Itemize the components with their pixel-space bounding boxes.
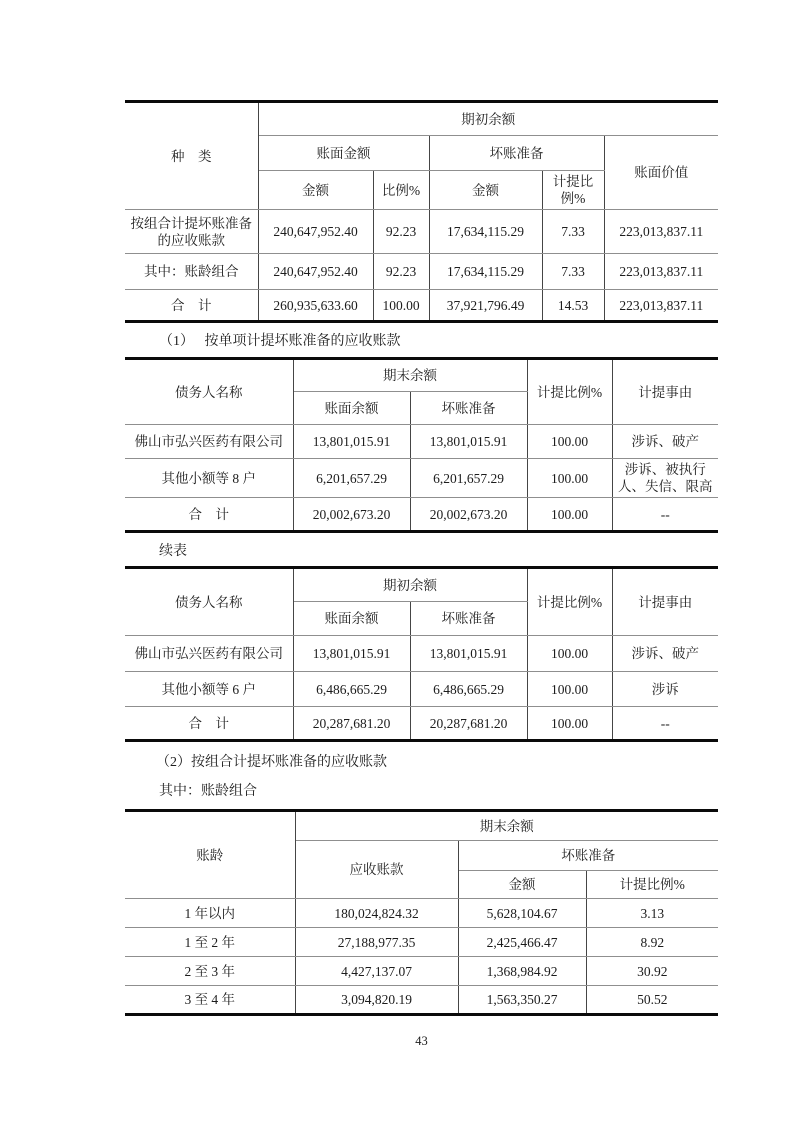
cell-reason: 涉诉、破产	[612, 425, 718, 459]
cell-book-balance: 20,002,673.20	[293, 498, 410, 532]
cell-provision: 5,628,104.67	[458, 899, 586, 928]
cell-ratio: 100.00	[527, 636, 612, 672]
table-total-row	[125, 707, 718, 741]
cell-book-balance: 6,486,665.29	[293, 672, 410, 707]
cell-provision: 20,287,681.20	[410, 707, 527, 741]
cell-provision: 6,486,665.29	[410, 672, 527, 707]
table-row	[125, 986, 718, 1015]
cell-aging: 3 至 4 年	[125, 986, 295, 1015]
header-provision-ratio-pct: 计提比例%	[527, 359, 612, 425]
page-content	[125, 0, 718, 1049]
header-beginning-balance: 期初余额	[293, 568, 527, 602]
cell-amount: 240,647,952.40	[258, 210, 373, 254]
table-row	[125, 254, 718, 290]
cell-category: 其中：账龄组合	[125, 254, 258, 290]
subheading-aging-combination: 其中：账龄组合	[159, 784, 257, 799]
header-bad-debt-provision: 坏账准备	[410, 602, 527, 636]
cell-reason: 涉诉	[612, 672, 718, 707]
cell-aging: 1 年以内	[125, 899, 295, 928]
cell-provision: 6,201,657.29	[410, 459, 527, 498]
cell-ratio: 100.00	[527, 498, 612, 532]
header-book-balance: 账面余额	[293, 602, 410, 636]
header-receivables: 应收账款	[295, 841, 458, 899]
header-provision-reason: 计提事由	[612, 359, 718, 425]
cell-debtor: 佛山市弘兴医药有限公司	[125, 425, 293, 459]
header-ratio-pct: 比例%	[373, 171, 429, 210]
header-debtor: 债务人名称	[125, 568, 293, 636]
cell-ratio: 100.00	[527, 672, 612, 707]
individual-provision-beginning-table	[125, 566, 718, 742]
cell-provision: 2,425,466.47	[458, 928, 586, 957]
cell-debtor: 其他小额等 6 户	[125, 672, 293, 707]
header-book-balance: 账面余额	[293, 392, 410, 425]
heading-item1: （1） 按单项计提坏账准备的应收账款	[159, 334, 401, 349]
table-total-row	[125, 498, 718, 532]
cell-debtor: 佛山市弘兴医药有限公司	[125, 636, 293, 672]
cell-amount: 260,935,633.60	[258, 290, 373, 322]
cell-reason: 涉诉、破产	[612, 636, 718, 672]
cell-reason: 涉诉、被执行人、失信、限高	[612, 459, 718, 498]
cell-book-value: 223,013,837.11	[604, 254, 718, 290]
header-category: 种 类	[125, 102, 258, 210]
cell-receivables: 27,188,977.35	[295, 928, 458, 957]
header-bad-debt-provision: 坏账准备	[410, 392, 527, 425]
header-provision-ratio-pct: 计提比例%	[542, 171, 604, 210]
cell-provision: 1,563,350.27	[458, 986, 586, 1015]
cell-reason: --	[612, 498, 718, 532]
table-row	[125, 957, 718, 986]
cell-provision: 1,368,984.92	[458, 957, 586, 986]
cell-reason: --	[612, 707, 718, 741]
cell-provision: 13,801,015.91	[410, 636, 527, 672]
cell-amount: 240,647,952.40	[258, 254, 373, 290]
header-bad-debt-provision: 坏账准备	[458, 841, 718, 871]
header-bad-debt-provision: 坏账准备	[429, 136, 604, 171]
cell-ratio: 30.92	[586, 957, 718, 986]
cell-ratio: 100.00	[527, 459, 612, 498]
header-ending-balance: 期末余额	[293, 359, 527, 392]
cell-aging: 2 至 3 年	[125, 957, 295, 986]
cell-book-balance: 6,201,657.29	[293, 459, 410, 498]
cell-receivables: 3,094,820.19	[295, 986, 458, 1015]
individual-provision-ending-table	[125, 357, 718, 533]
header-amount: 金额	[258, 171, 373, 210]
cell-book-balance: 13,801,015.91	[293, 636, 410, 672]
cell-receivables: 4,427,137.07	[295, 957, 458, 986]
header-provision-amount: 金额	[429, 171, 542, 210]
cell-category: 按组合计提坏账准备的应收账款	[125, 210, 258, 254]
cell-provision: 37,921,796.49	[429, 290, 542, 322]
cell-book-balance: 20,287,681.20	[293, 707, 410, 741]
continued-table-label: 续表	[159, 544, 187, 559]
cell-provision: 17,634,115.29	[429, 210, 542, 254]
cell-ratio: 100.00	[527, 425, 612, 459]
cell-category: 合 计	[125, 290, 258, 322]
table-row	[125, 636, 718, 672]
table-row	[125, 459, 718, 498]
header-ending-balance: 期末余额	[295, 811, 718, 841]
header-beginning-balance: 期初余额	[258, 102, 718, 136]
aging-combination-table	[125, 809, 718, 1016]
header-provision-ratio-pct: 计提比例%	[586, 871, 718, 899]
cell-ratio: 92.23	[373, 210, 429, 254]
page-number: 43	[415, 1034, 428, 1048]
header-provision-ratio-pct: 计提比例%	[527, 568, 612, 636]
cell-provision-ratio: 7.33	[542, 210, 604, 254]
cell-ratio: 92.23	[373, 254, 429, 290]
table-row	[125, 210, 718, 254]
cell-ratio: 100.00	[527, 707, 612, 741]
heading-item2: （2）按组合计提坏账准备的应收账款	[156, 755, 387, 770]
header-book-amount: 账面金额	[258, 136, 429, 171]
table-row	[125, 899, 718, 928]
header-book-value: 账面价值	[604, 136, 718, 210]
cell-debtor: 其他小额等 8 户	[125, 459, 293, 498]
cell-ratio: 8.92	[586, 928, 718, 957]
cell-receivables: 180,024,824.32	[295, 899, 458, 928]
header-debtor: 债务人名称	[125, 359, 293, 425]
cell-book-balance: 13,801,015.91	[293, 425, 410, 459]
cell-provision: 20,002,673.20	[410, 498, 527, 532]
header-aging: 账龄	[125, 811, 295, 899]
cell-ratio: 3.13	[586, 899, 718, 928]
cell-book-value: 223,013,837.11	[604, 210, 718, 254]
header-provision-reason: 计提事由	[612, 568, 718, 636]
cell-provision: 13,801,015.91	[410, 425, 527, 459]
table-row	[125, 928, 718, 957]
table-row	[125, 425, 718, 459]
cell-book-value: 223,013,837.11	[604, 290, 718, 322]
cell-ratio: 50.52	[586, 986, 718, 1015]
cell-debtor: 合 计	[125, 707, 293, 741]
cell-aging: 1 至 2 年	[125, 928, 295, 957]
table-row	[125, 672, 718, 707]
table-total-row	[125, 290, 718, 322]
cell-provision: 17,634,115.29	[429, 254, 542, 290]
summary-table	[125, 100, 718, 323]
cell-provision-ratio: 7.33	[542, 254, 604, 290]
cell-debtor: 合 计	[125, 498, 293, 532]
cell-provision-ratio: 14.53	[542, 290, 604, 322]
header-amount: 金额	[458, 871, 586, 899]
cell-ratio: 100.00	[373, 290, 429, 322]
